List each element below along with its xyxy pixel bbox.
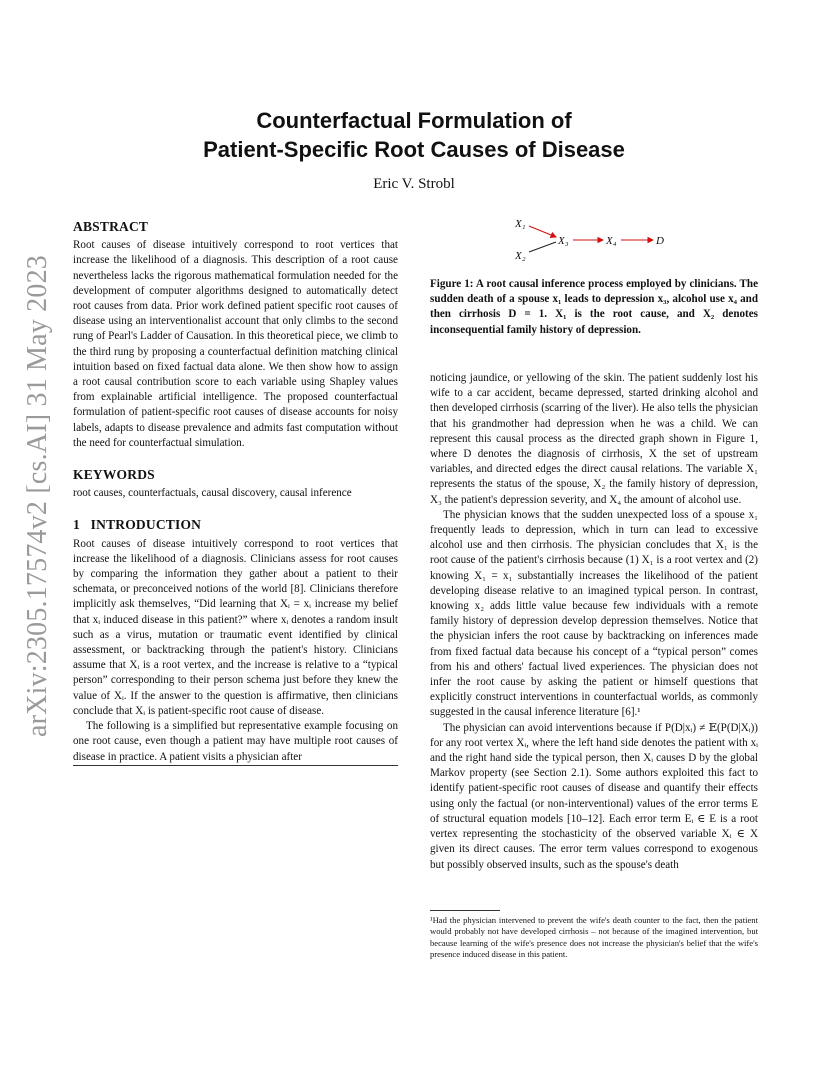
right-paragraph-3: The physician can avoid interventions because if P(D|xᵢ) ≠ 𝔼(P(D|Xᵢ)) for any root vertex Xᵢ, where the left hand side denotes the patient with xᵢ and the right hand side the typical person, then Xᵢ causes D by the global Markov property (see Section 2.1). Some authors exploited this fact to identify patient-specific root causes of disease and quantify their effects using only the factual (or non-interventional) values of the error terms E of structural equation models [10–12]. Each error term Eᵢ ∈ E is a root vertex representing the stochasticity of the observed variable Xᵢ ∈ X given its direct causes. The error term values correspond to exogenous but possibly observed insults, such as the spouse's death — [430, 721, 758, 871]
arxiv-stamp-text: arXiv:2305.17574v2 [cs.AI] 31 May 2023 — [22, 255, 53, 737]
intro-paragraph-2: The following is a simplified but representative example focusing on one root cause, even though a patient may have multiple root causes of disease in practice. A patient visits a physician after — [73, 720, 398, 763]
title-line-2: Patient-Specific Root Causes of Disease — [203, 137, 625, 162]
column-bottom-rule — [73, 765, 398, 766]
intro-paragraph-1: Root causes of disease intuitively correspond to root vertices that increase the likelihood of a diagnosis. Clinicians assess for root causes by comparing the information they gather about a patient to their schemata, or preconceived notions of the world [8]. Clinicians therefore implicitly ask themselves, “Did learning that Xᵢ = xᵢ increase my belief that xᵢ induced disease in this patient?” where xᵢ denotes a random insult such as a virus, mutation or traumatic event identified by clinical assessment, or backtracking through the patient's history. Clinicians assume that Xᵢ is a root vertex, and the increase is relative to a “typical person” corresponding to their person schema just before they knew the value of Xᵢ. If the answer to the question is affirmative, then clinicians conclude that Xᵢ is patient-specific root cause of disease. — [73, 537, 398, 717]
abstract-heading: ABSTRACT — [73, 219, 149, 234]
node-x1: X₁ — [515, 218, 526, 230]
paper-title — [100, 106, 728, 164]
arxiv-stamp — [18, 255, 54, 740]
figure-1-diagram — [505, 212, 695, 268]
edge-x1-x3 — [529, 226, 556, 237]
footnote: ¹Had the physician intervened to prevent the wife's death counter to the fact, then the patient would probably not have developed cirrhosis – not because of the imagined intervention, but because learning of the wife's presence does not increase the physician's belief that the wife's presence induced disease in this patient. — [430, 915, 758, 960]
node-x2: X₂ — [515, 250, 526, 262]
footnote-rule — [430, 910, 500, 911]
causal-graph-svg — [505, 212, 695, 268]
right-paragraph-2: The physician knows that the sudden unexpected loss of a spouse x₁ frequently leads to depression, which in turn can lead to excessive alcohol use and then cirrhosis. The physician concludes that X₁ is the root cause of the patient's cirrhosis because (1) X₁ is a root vertex and (2) knowing X₁ = x₁ substantially increases the likelihood of the patient developing disease relative to an imagined typical person. In contrast, knowing x₂ adds little value because few individuals with a remote family history of depression develop depression themselves. Notice that the physician infers the root cause by backtracking on inferences made from fixed factual data because his concept of a “typical person” comes from his and others' factual lived experiences. The physician does not infer the root cause by asking the patient or himself questions that explicitly construct interventions in counterfactual worlds, as commonly suggested in the causal inference literature [6].¹ — [430, 508, 758, 719]
edge-x2-x3 — [529, 242, 556, 252]
right-paragraph-1: noticing jaundice, or yellowing of the skin. The patient suddenly lost his wife to a car accident, became depressed, started drinking alcohol and then developed cirrhosis (scarring of the liver). He also tells the physician that his grandmother had depression when he was a child. We can represent this causal process as the directed graph shown in Figure 1, where D denotes the diagnosis of cirrhosis, X the set of upstream variables, and directed edges the direct causal relations. The variable X₁ represents the status of the spouse, X₂ the family history of depression, X₃ the patient's depression severity, and X₄ the amount of alcohol use. — [430, 372, 758, 506]
arxiv-stamp-svg — [18, 255, 54, 740]
introduction-heading: 1 INTRODUCTION — [73, 517, 202, 533]
node-d: D — [656, 235, 664, 247]
left-column — [73, 219, 398, 765]
abstract-text: Root causes of disease intuitively correspond to root vertices that increase the likelihood of a diagnosis. This description of a root cause nevertheless lacks the rigorous mathematical formulation needed for the development of computer algorithms designed to automatically detect root causes from data. Prior work defined patient specific root causes of disease using an interventionalist account that only climbs to the second rung of Pearl's Ladder of Causation. In this theoretical piece, we climb to the third rung by proposing a counterfactual definition matching clinical intuition based on fixed factual data alone. We then show how to assign a root causal contribution score to each variable using Shapley values from explainable artificial intelligence. The proposed counterfactual formulation of patient-specific root causes of disease accounts for noisy labels, adapts to disease prevalence and admits fast computation without the need for counterfactual simulation. — [73, 239, 398, 449]
author-name: Eric V. Strobl — [373, 176, 455, 192]
keywords-heading: KEYWORDS — [73, 467, 155, 483]
node-x3: X₃ — [558, 235, 569, 247]
right-column — [430, 371, 758, 873]
node-x4: X₄ — [606, 235, 617, 247]
figure-1-caption: Figure 1: A root causal inference process employed by clinicians. The sudden death of a spouse x₁ leads to depression x₃, alcohol use x₄ and then cirrhosis D = 1. X₁ is the root cause, and X₂ denotes inconsequential family history of depression. — [430, 278, 758, 336]
title-line-1: Counterfactual Formulation of — [256, 108, 572, 133]
keywords-text: root causes, counterfactuals, causal discovery, causal inference — [73, 487, 352, 500]
